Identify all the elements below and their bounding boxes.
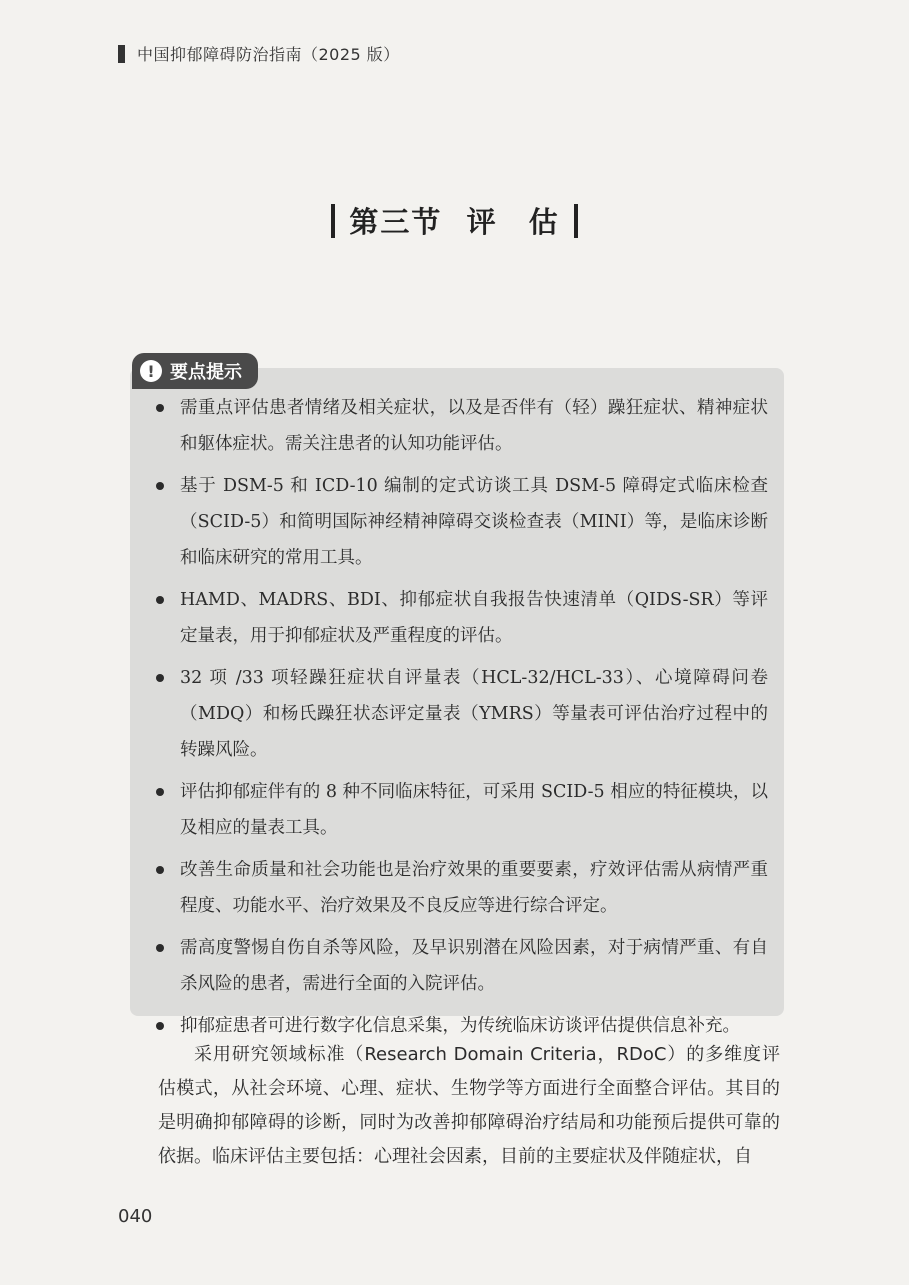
running-header	[118, 42, 400, 65]
exclamation-icon: !	[140, 360, 162, 382]
section-title	[0, 200, 909, 241]
key-point-text: 32 项 /33 项轻躁狂症状自评量表（HCL-32/HCL-33）、心境障碍问卷（MDQ）和杨氏躁狂状态评定量表（YMRS）等量表可评估治疗过程中的转躁风险。	[180, 668, 768, 760]
section-name: 评 估	[466, 205, 560, 239]
bullet-icon	[156, 674, 164, 682]
key-point-text: 基于 DSM-5 和 ICD-10 编制的定式访谈工具 DSM-5 障碍定式临床检查（SCID-5）和简明国际神经精神障碍交谈检查表（MINI）等，是临床诊断和临床研究的常用工具。	[180, 476, 768, 568]
body-paragraph: 采用研究领域标准（Research Domain Criteria，RDoC）的多维度评估模式，从社会环境、心理、症状、生物学等方面进行全面整合评估。其目的是明确抑郁障碍的诊断，同时为改善抑郁障碍治疗结局和功能预后提供可靠的依据。临床评估主要包括：心理社会因素，目前的主要症状及伴随症状，自	[158, 1044, 780, 1167]
key-point-item	[148, 930, 768, 1002]
title-right-bar	[574, 204, 578, 238]
key-point-item	[148, 852, 768, 924]
bullet-icon	[156, 404, 164, 412]
key-point-text: 需重点评估患者情绪及相关症状，以及是否伴有（轻）躁狂症状、精神症状和躯体症状。需关注患者的认知功能评估。	[180, 398, 768, 454]
key-points-tag	[132, 353, 258, 389]
key-point-item	[148, 774, 768, 846]
key-point-text: 改善生命质量和社会功能也是治疗效果的重要要素，疗效评估需从病情严重程度、功能水平、治疗效果及不良反应等进行综合评定。	[180, 860, 768, 916]
key-points-box	[130, 368, 784, 1036]
bullet-icon	[156, 596, 164, 604]
key-points-label: 要点提示	[170, 362, 242, 383]
page-number: 040	[118, 1206, 153, 1227]
key-point-text: HAMD、MADRS、BDI、抑郁症状自我报告快速清单（QIDS-SR）等评定量表，用于抑郁症状及严重程度的评估。	[180, 590, 768, 646]
bullet-icon	[156, 944, 164, 952]
bullet-icon	[156, 1022, 164, 1030]
key-point-text: 抑郁症患者可进行数字化信息采集，为传统临床访谈评估提供信息补充。	[180, 1016, 740, 1036]
section-number: 第三节	[349, 205, 443, 239]
key-points-list	[148, 390, 768, 1044]
running-header-text: 中国抑郁障碍防治指南（2025 版）	[137, 45, 400, 64]
bullet-icon	[156, 866, 164, 874]
bullet-icon	[156, 788, 164, 796]
header-bar	[118, 45, 125, 63]
key-point-text: 评估抑郁症伴有的 8 种不同临床特征，可采用 SCID-5 相应的特征模块，以及相应的量表工具。	[180, 782, 768, 838]
bullet-icon	[156, 482, 164, 490]
title-left-bar	[331, 204, 335, 238]
key-point-text: 需高度警惕自伤自杀等风险，及早识别潜在风险因素，对于病情严重、有自杀风险的患者，需进行全面的入院评估。	[180, 938, 768, 994]
key-point-item	[148, 582, 768, 654]
key-point-item	[148, 390, 768, 462]
key-point-item	[148, 468, 768, 576]
key-point-item	[148, 660, 768, 768]
